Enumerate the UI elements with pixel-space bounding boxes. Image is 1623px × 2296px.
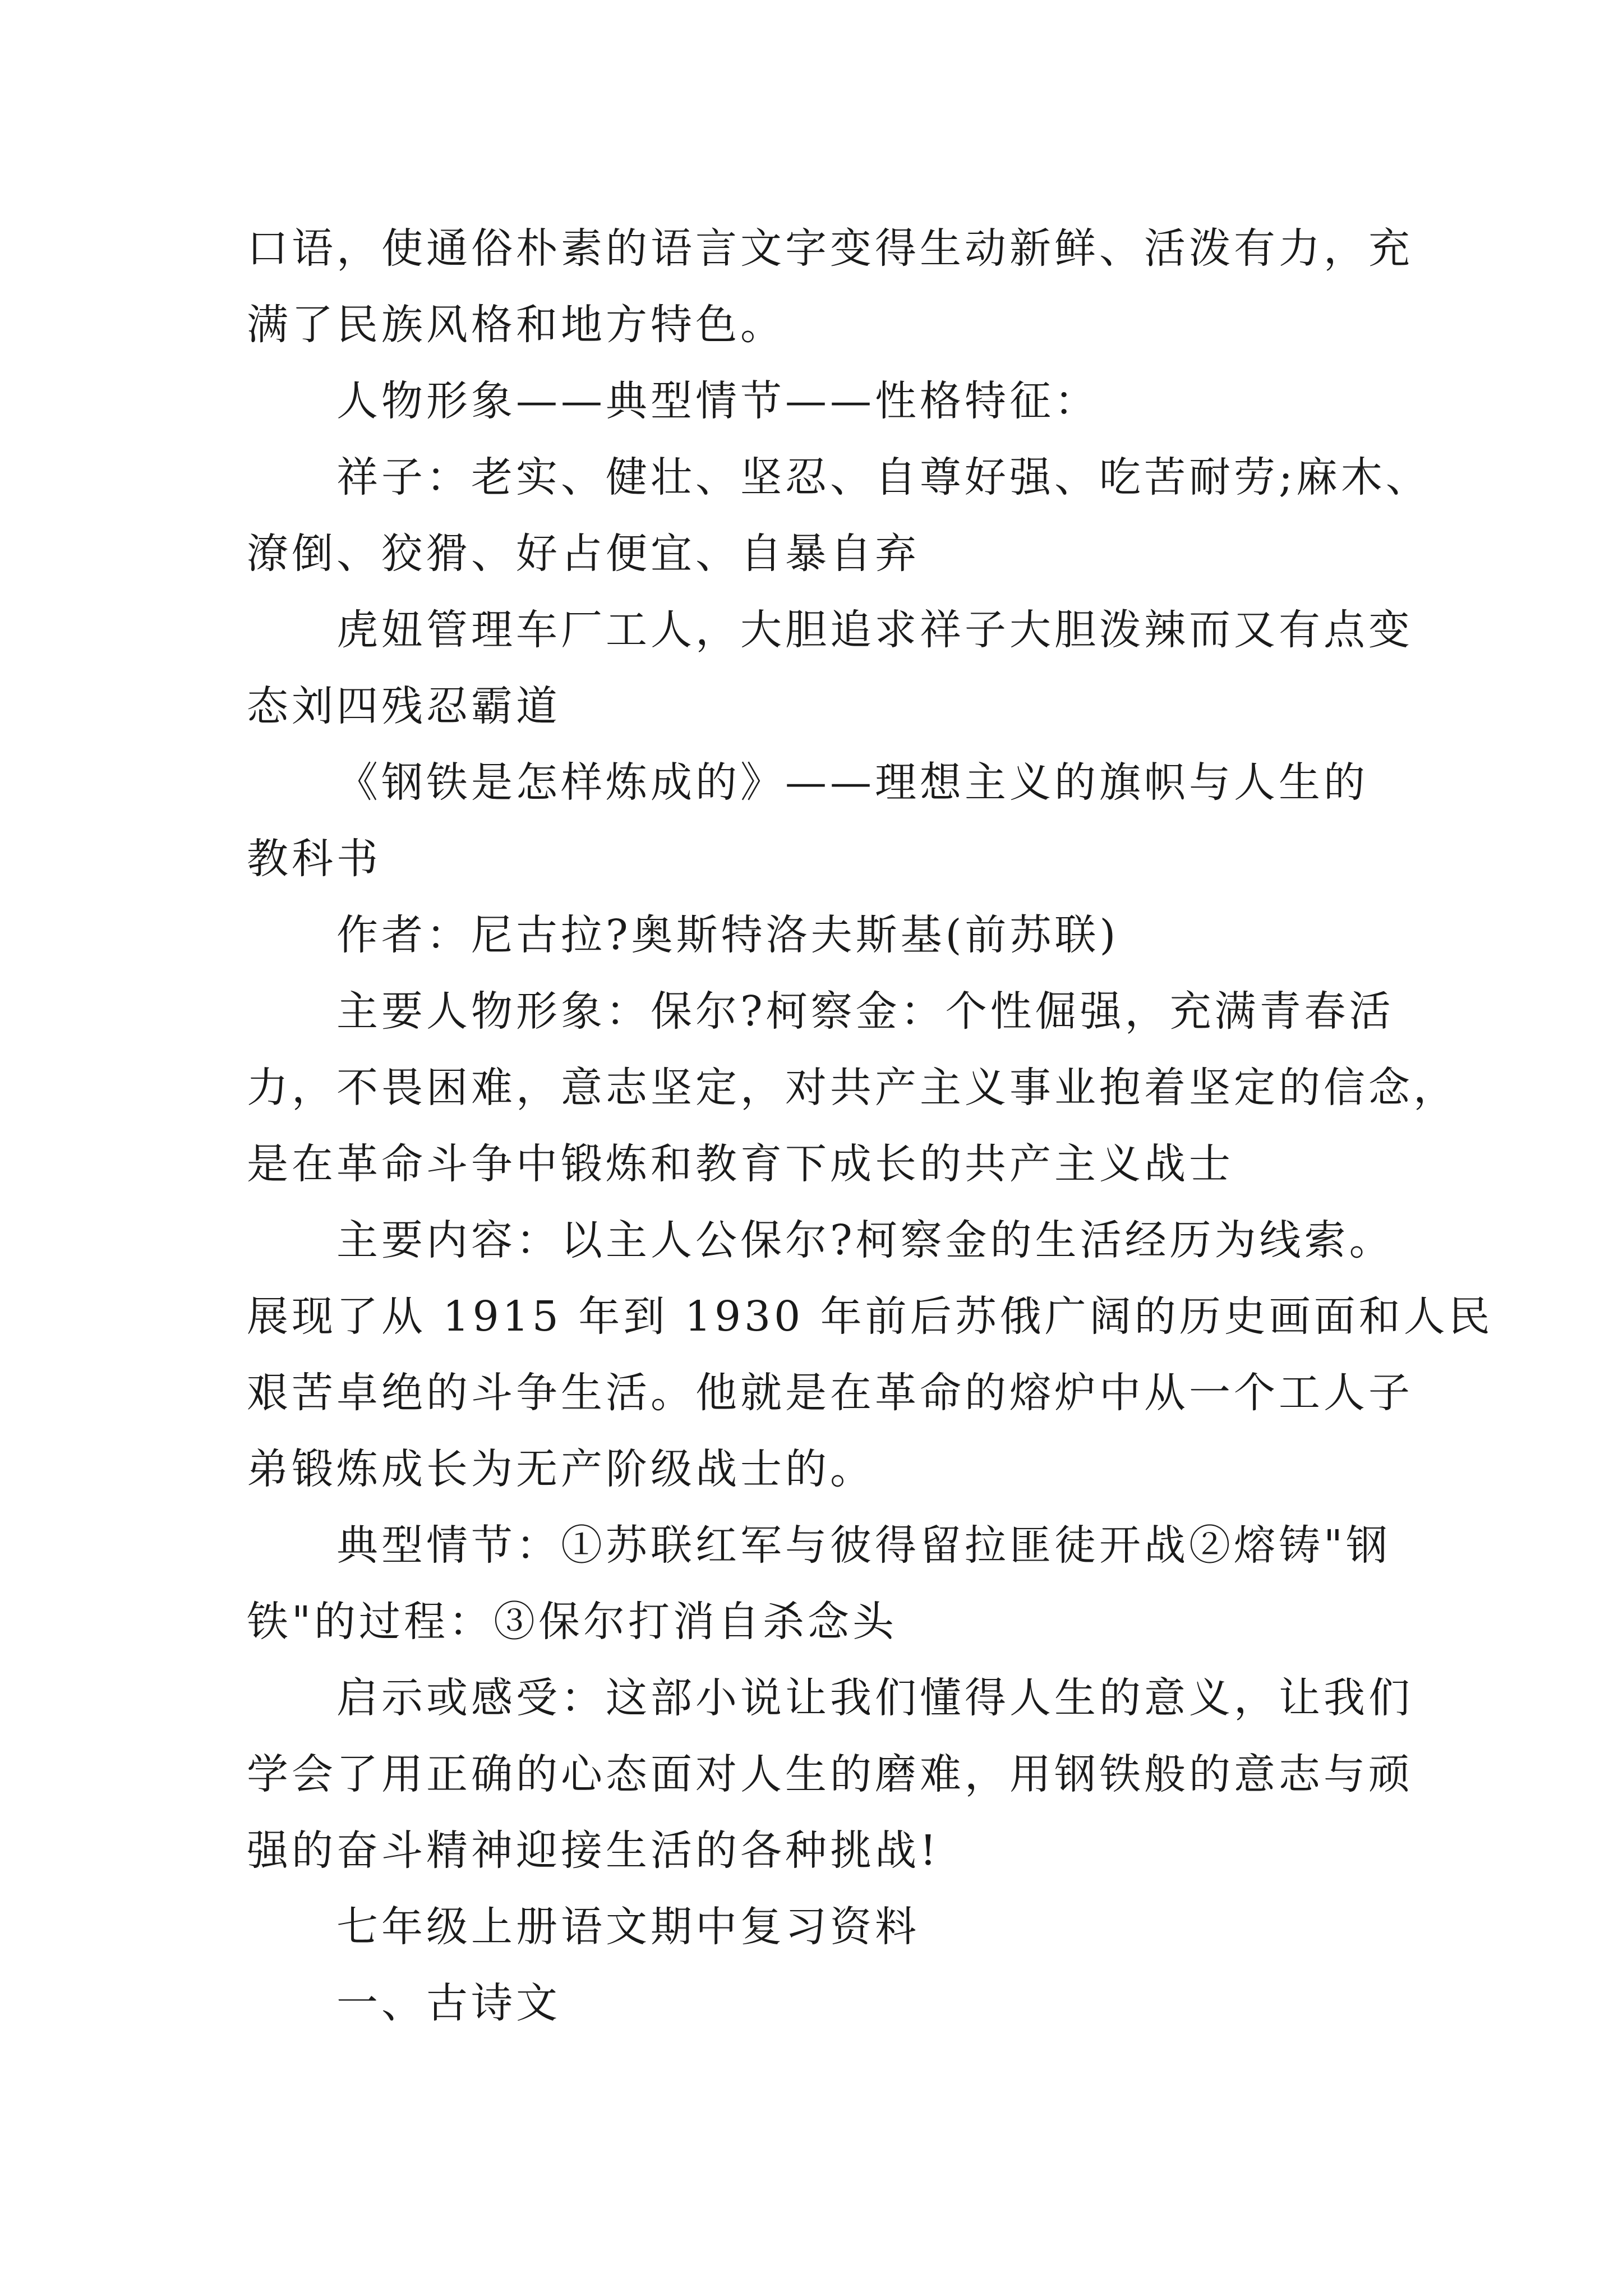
text-line: 虎妞管理车厂工人，大胆追求祥子大胆泼辣而又有点变 [336,606,1413,654]
paragraph-p2 [247,363,1396,439]
text-line: 作者：尼古拉?奥斯特洛夫斯基(前苏联) [336,911,1119,959]
paragraph-p3 [247,439,1431,592]
text-line: 态刘四残忍霸道 [247,682,561,730]
text-line: 强的奋斗精神迎接生活的各种挑战! [247,1826,940,1875]
text-line: 祥子：老实、健壮、坚忍、自尊好强、吃苦耐劳;麻木、 [336,453,1431,501]
text-line: 弟锻炼成长为无产阶级战士的。 [247,1445,875,1493]
text-line: 潦倒、狡猾、好占便宜、自暴自弃 [247,530,920,578]
paragraph-p12 [247,1965,1396,2041]
text-line: 铁"的过程：③保尔打消自杀念头 [247,1598,898,1646]
text-line: 教科书 [247,835,381,883]
text-line: 艰苦卓绝的斗争生活。他就是在革命的熔炉中从一个工人子 [247,1369,1413,1417]
paragraph-p11 [247,1889,1396,1965]
text-line: 力，不畏困难，意志坚定，对共产主义事业抱着坚定的信念， [247,1064,1458,1112]
text-line: 学会了用正确的心态面对人生的磨难，用钢铁般的意志与顽 [247,1750,1413,1798]
text-line: 典型情节：①苏联红军与彼得留拉匪徒开战②熔铸"钢 [336,1521,1391,1570]
paragraph-p6 [247,897,1396,973]
text-line: 启示或感受：这部小说让我们懂得人生的意义，让我们 [336,1674,1413,1722]
text-line: 是在革命斗争中锻炼和教育下成长的共产主义战士 [247,1140,1234,1188]
paragraph-p7 [247,973,1458,1202]
section-heading: 一、古诗文 [336,1979,561,2027]
paragraph-p9 [247,1507,1396,1660]
text-line: 人物形象——典型情节——性格特征： [336,377,1099,425]
text-line: 主要内容：以主人公保尔?柯察金的生活经历为线索。 [336,1216,1394,1264]
section-heading: 七年级上册语文期中复习资料 [336,1903,920,1951]
text-line: 主要人物形象：保尔?柯察金：个性倔强，充满青春活 [336,987,1394,1036]
paragraph-p8 [247,1202,1493,1507]
paragraph-p1 [247,210,1413,363]
text-line: 满了民族风格和地方特色。 [247,301,785,349]
text-line: 口语，使通俗朴素的语言文字变得生动新鲜、活泼有力，充 [247,224,1413,273]
paragraph-p4 [247,592,1413,744]
paragraph-p10 [247,1660,1413,1889]
text-line: 展现了从 1915 年到 1930 年前后苏俄广阔的历史画面和人民 [247,1292,1493,1341]
paragraph-p5 [247,744,1396,897]
document-body [247,210,1493,2041]
text-line: 《钢铁是怎样炼成的》——理想主义的旗帜与人生的 [336,758,1368,807]
